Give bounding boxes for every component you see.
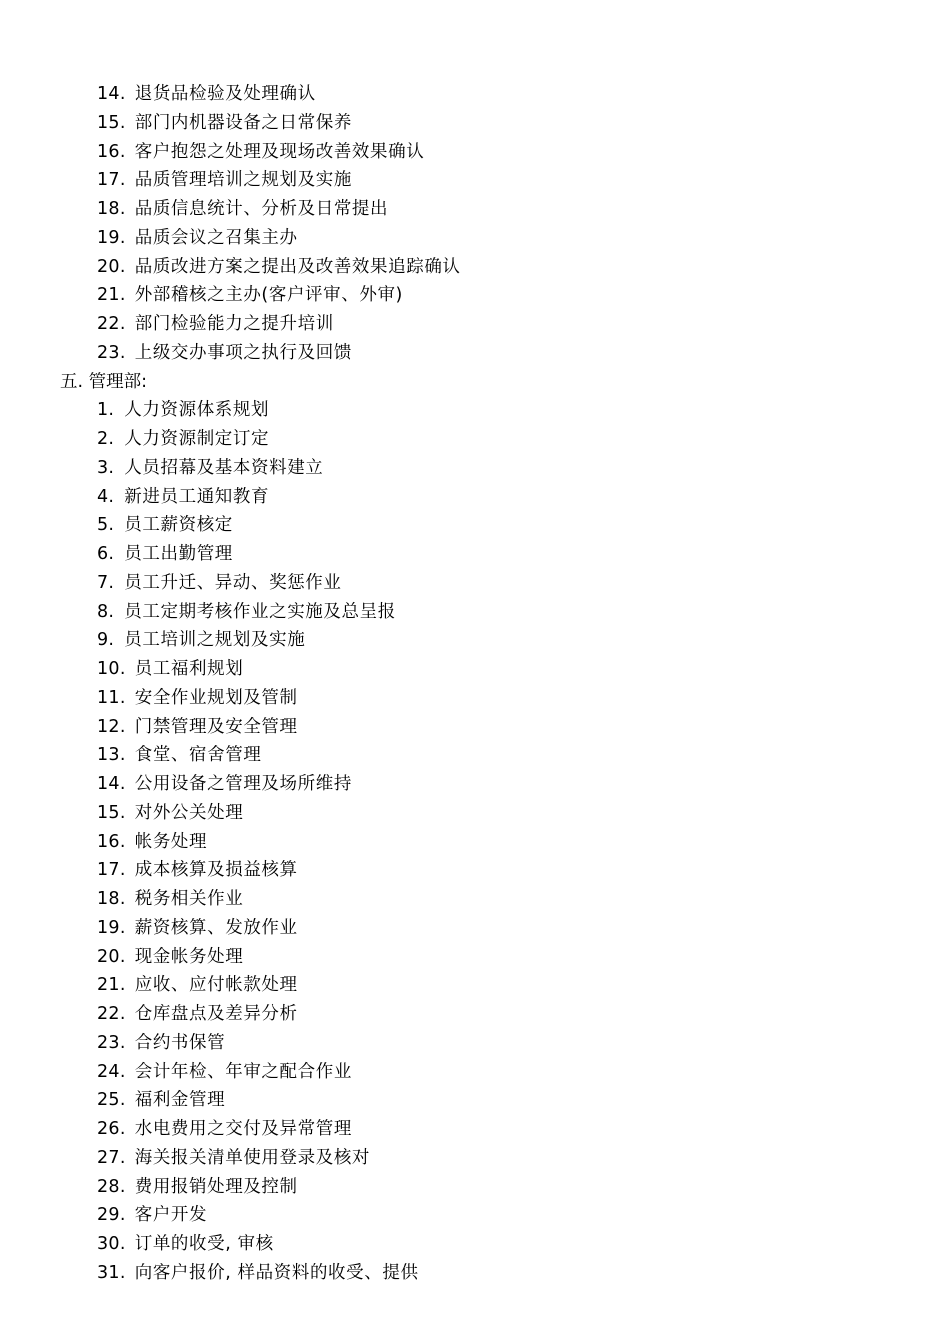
list-item — [0, 655, 950, 684]
list-item — [0, 80, 950, 109]
list-item — [0, 281, 950, 310]
item-text: 员工出勤管理 — [124, 544, 233, 564]
item-number: 12. — [97, 716, 126, 737]
item-text: 合约书保管 — [134, 1032, 226, 1053]
item-text: 应收、应付帐款处理 — [134, 975, 298, 996]
list-item — [0, 799, 950, 828]
list-item — [0, 1058, 950, 1087]
item-number: 27. — [97, 1147, 126, 1168]
item-number: 5. — [97, 515, 115, 536]
item-number: 14. — [97, 774, 126, 794]
list-item — [0, 1144, 950, 1173]
item-text: 客户抱怨之处理及现场改善效果确认 — [134, 141, 425, 162]
item-text: 员工薪资核定 — [124, 515, 233, 536]
item-number: 21. — [97, 975, 126, 996]
item-text: 员工升迁、异动、奖惩作业 — [124, 572, 342, 593]
item-text: 人力资源体系规划 — [124, 400, 270, 421]
item-number: 18. — [97, 199, 126, 219]
item-text: 现金帐务处理 — [134, 946, 244, 967]
item-number: 15. — [97, 112, 126, 133]
item-text: 向客户报价, 样品资料的收受、提供 — [134, 1262, 419, 1283]
item-number: 19. — [97, 917, 126, 938]
item-number: 20. — [97, 256, 126, 277]
list-item — [0, 885, 950, 914]
item-text: 客户开发 — [134, 1205, 208, 1226]
item-number: 8. — [97, 601, 115, 622]
item-number: 22. — [97, 1004, 126, 1024]
list-item — [0, 1201, 950, 1230]
item-number: 29. — [97, 1205, 126, 1226]
item-text: 人力资源制定订定 — [124, 429, 270, 449]
list-item — [0, 224, 950, 253]
list-item — [0, 253, 950, 282]
item-number: 30. — [97, 1234, 126, 1254]
list-item — [0, 1259, 950, 1288]
list-item — [0, 540, 950, 569]
list-item — [0, 1230, 950, 1259]
item-number: 26. — [97, 1119, 126, 1139]
item-number: 23. — [97, 1032, 126, 1053]
item-text: 品质改进方案之提出及改善效果追踪确认 — [134, 256, 461, 277]
item-text: 品质会议之召集主办 — [134, 227, 298, 248]
item-text: 新进员工通知教育 — [124, 486, 270, 507]
item-text: 品质管理培训之规划及实施 — [134, 170, 352, 191]
list-item — [0, 483, 950, 512]
list-item — [0, 828, 950, 857]
item-number: 2. — [97, 429, 115, 449]
item-text: 部门检验能力之提升培训 — [134, 314, 334, 334]
list-item — [0, 109, 950, 138]
section-heading: 五. 管理部: — [60, 371, 148, 392]
item-number: 17. — [97, 170, 126, 191]
item-number: 14. — [97, 84, 126, 104]
item-text: 仓库盘点及差异分析 — [134, 1004, 298, 1024]
item-number: 16. — [97, 141, 126, 162]
item-number: 23. — [97, 342, 126, 363]
list-item — [0, 943, 950, 972]
item-number: 28. — [97, 1176, 126, 1197]
item-number: 22. — [97, 314, 126, 334]
document-body — [0, 80, 950, 1288]
list-item — [0, 914, 950, 943]
item-text: 税务相关作业 — [134, 889, 244, 909]
list-item — [0, 166, 950, 195]
list-item — [0, 684, 950, 713]
item-number: 7. — [97, 572, 115, 593]
item-text: 费用报销处理及控制 — [134, 1176, 298, 1197]
list-item — [0, 396, 950, 425]
item-text: 食堂、宿舍管理 — [134, 745, 262, 766]
list-item — [0, 1029, 950, 1058]
list-item — [0, 713, 950, 742]
item-text: 公用设备之管理及场所维持 — [134, 774, 352, 794]
item-number: 25. — [97, 1090, 126, 1111]
item-text: 品质信息统计、分析及日常提出 — [134, 199, 389, 219]
item-number: 31. — [97, 1262, 126, 1283]
list-item — [0, 511, 950, 540]
list-item — [0, 454, 950, 483]
item-text: 员工培训之规划及实施 — [124, 630, 306, 651]
item-number: 13. — [97, 745, 126, 766]
item-text: 订单的收受, 审核 — [134, 1234, 274, 1254]
item-text: 会计年检、年审之配合作业 — [134, 1061, 352, 1082]
item-text: 退货品检验及处理确认 — [134, 84, 316, 104]
item-text: 福利金管理 — [134, 1090, 226, 1111]
item-text: 员工福利规划 — [134, 659, 244, 679]
item-number: 6. — [97, 544, 115, 564]
item-text: 海关报关清单使用登录及核对 — [134, 1147, 371, 1168]
item-number: 17. — [97, 860, 126, 881]
item-text: 部门内机器设备之日常保养 — [134, 112, 352, 133]
item-number: 20. — [97, 946, 126, 967]
item-number: 9. — [97, 630, 115, 651]
item-number: 1. — [97, 400, 115, 421]
item-number: 15. — [97, 802, 126, 823]
list-item — [0, 195, 950, 224]
list-item — [0, 856, 950, 885]
list-item — [0, 770, 950, 799]
item-text: 对外公关处理 — [134, 802, 244, 823]
item-number: 10. — [97, 659, 126, 679]
list-item — [0, 598, 950, 627]
item-number: 18. — [97, 889, 126, 909]
item-text: 水电费用之交付及异常管理 — [134, 1119, 352, 1139]
item-text: 人员招幕及基本资料建立 — [124, 457, 324, 478]
list-item — [0, 425, 950, 454]
item-number: 3. — [97, 457, 115, 478]
list-item — [0, 1000, 950, 1029]
list-item — [0, 741, 950, 770]
item-number: 16. — [97, 831, 126, 852]
item-text: 上级交办事项之执行及回馈 — [134, 342, 352, 363]
list-item — [0, 1173, 950, 1202]
item-number: 24. — [97, 1061, 126, 1082]
item-number: 21. — [97, 285, 126, 306]
item-text: 薪资核算、发放作业 — [134, 917, 298, 938]
list-item — [0, 626, 950, 655]
item-text: 员工定期考核作业之实施及总呈报 — [124, 601, 396, 622]
list-item — [0, 1115, 950, 1144]
list-item — [0, 138, 950, 167]
list-item — [0, 569, 950, 598]
list-item — [0, 1086, 950, 1115]
item-number: 19. — [97, 227, 126, 248]
list-item — [0, 339, 950, 368]
item-number: 4. — [97, 486, 115, 507]
item-text: 安全作业规划及管制 — [134, 687, 298, 708]
item-text: 门禁管理及安全管理 — [134, 716, 298, 737]
list-item — [0, 310, 950, 339]
item-text: 帐务处理 — [134, 831, 208, 852]
item-text: 成本核算及损益核算 — [134, 860, 298, 881]
item-text: 外部稽核之主办(客户评审、外审) — [134, 285, 403, 306]
item-number: 11. — [97, 687, 126, 708]
list-item — [0, 971, 950, 1000]
